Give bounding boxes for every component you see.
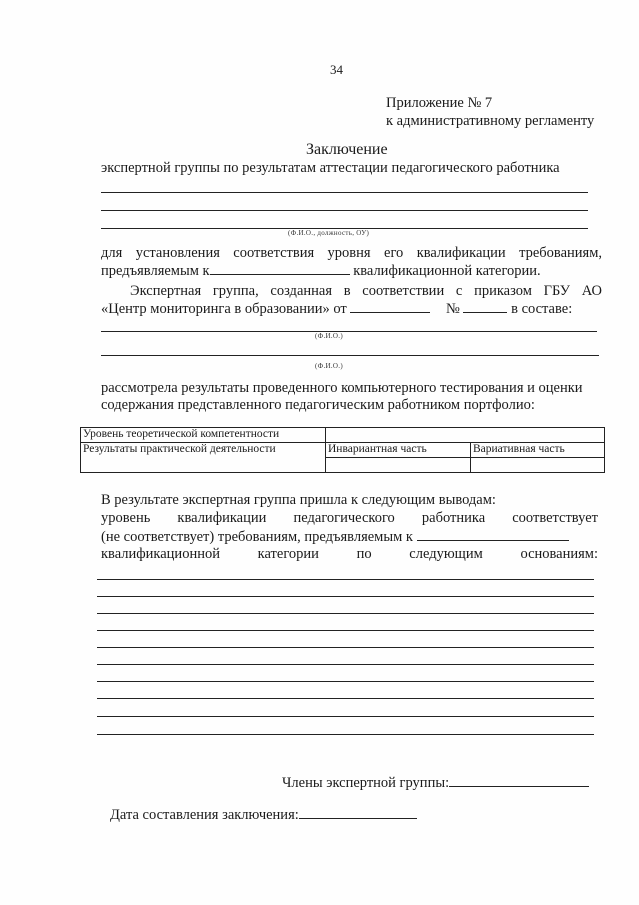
para1-line2 [101, 262, 541, 280]
grounds-line [97, 596, 594, 597]
date-row [110, 806, 417, 824]
conclusion-line3-a: (не соответствует) требованиям, предъявляемым к [101, 529, 413, 545]
members-label: Члены экспертной группы: [282, 775, 450, 791]
appendix-subtitle: к административному регламенту [386, 113, 595, 129]
para1-line2-a: предъявляемым к [101, 263, 210, 279]
para3-line2: содержания представленного педагогическим работником портфолио: [101, 397, 535, 413]
document-subtitle: экспертной группы по результатам аттестации педагогического работника [101, 160, 560, 176]
para2-line2-c: в составе: [511, 301, 573, 317]
caption-fio-1: (Ф.И.О.) [315, 332, 343, 340]
appendix-title: Приложение № 7 [386, 95, 493, 111]
caption-fio-position: (Ф.И.О., должность, ОУ) [288, 229, 370, 237]
table-col-variative: Вариативная часть [471, 443, 605, 458]
para1-line2-b: квалификационной категории. [353, 263, 541, 279]
grounds-line [97, 664, 594, 665]
grounds-line [97, 681, 594, 682]
grounds-line [97, 630, 594, 631]
para2-line2-b: № [446, 301, 460, 317]
table-row2-label: Результаты практической деятельности [81, 443, 326, 473]
order-date-blank [350, 300, 430, 313]
members-blank [449, 774, 589, 787]
conclusion-line3 [101, 528, 569, 546]
members-row [282, 774, 589, 792]
caption-fio-2: (Ф.И.О.) [315, 362, 343, 370]
date-label: Дата составления заключения: [110, 807, 299, 823]
blank-line [101, 355, 599, 356]
grounds-line [97, 734, 594, 735]
results-table [80, 427, 605, 473]
grounds-line [97, 579, 594, 580]
para3-line1: рассмотрела результаты проведенного компьютерного тестирования и оценки [101, 380, 583, 396]
date-blank [299, 806, 417, 819]
grounds-line [97, 613, 594, 614]
table-row1-label: Уровень теоретической компетентности [81, 428, 326, 443]
para2-line2 [101, 300, 572, 318]
order-number-blank [463, 300, 507, 313]
grounds-line [97, 647, 594, 648]
conclusion-line2: уровень квалификации педагогического работника соответствует [101, 510, 598, 526]
grounds-line [97, 716, 594, 717]
conclusion-line1: В результате экспертная группа пришла к следующим выводам: [101, 492, 496, 508]
table-cell-invariant [326, 458, 471, 473]
para2-line1: Экспертная группа, созданная в соответствии с приказом ГБУ АО [130, 283, 602, 299]
blank-line [101, 192, 588, 193]
table-cell-variative [471, 458, 605, 473]
grounds-line [97, 698, 594, 699]
category-blank [210, 262, 350, 275]
document-title: Заключение [306, 141, 388, 158]
blank-line [101, 331, 597, 332]
para2-line2-a: «Центр мониторинга в образовании» от [101, 301, 347, 317]
table-col-invariant: Инвариантная часть [326, 443, 471, 458]
para1-line1: для установления соответствия уровня его квалификации требованиям, [101, 245, 602, 261]
page-number: 34 [330, 62, 343, 77]
conclusion-line4: квалификационной категории по следующим основаниям: [101, 546, 598, 562]
requirements-blank [417, 528, 569, 541]
table-cell-theory [326, 428, 605, 443]
blank-line [101, 210, 588, 211]
